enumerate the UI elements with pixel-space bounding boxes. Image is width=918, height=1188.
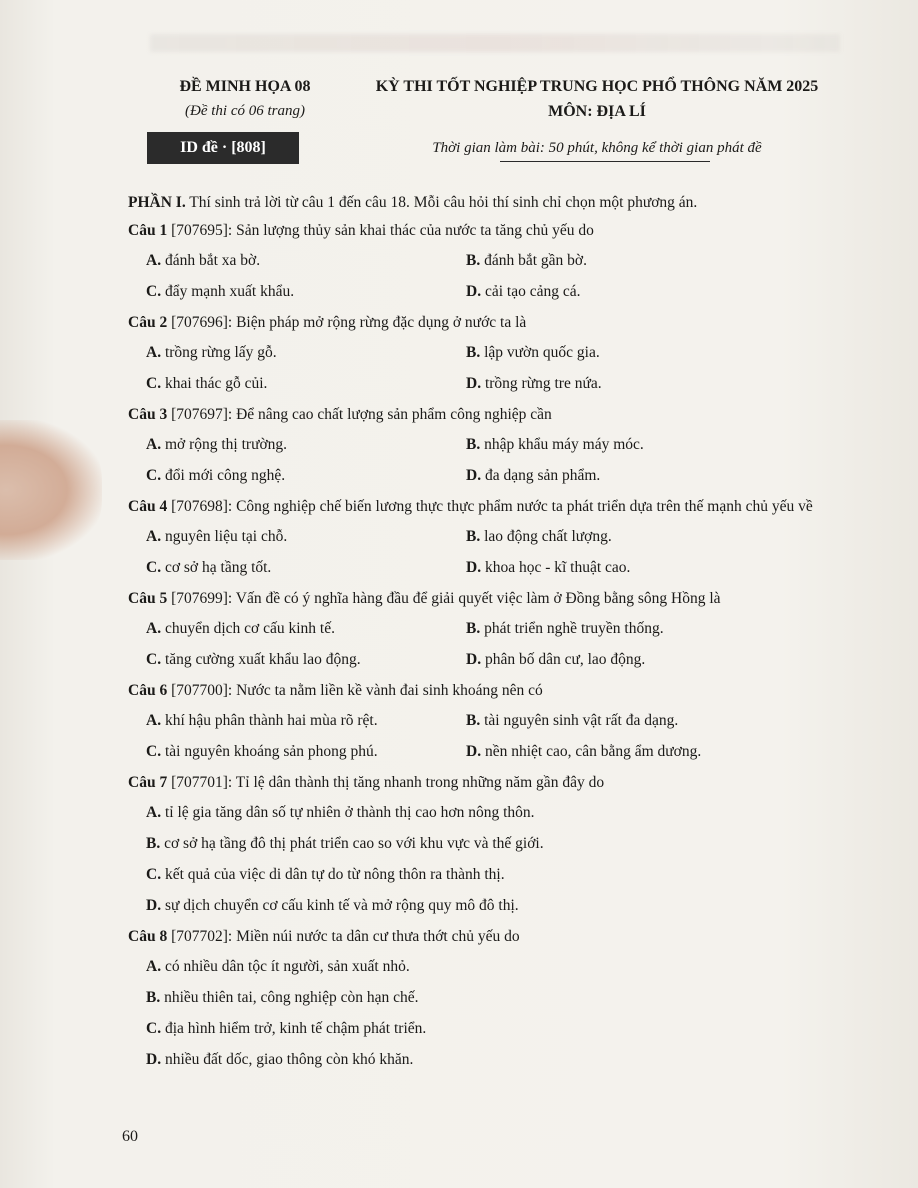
option-key: A. xyxy=(146,252,162,269)
page-number: 60 xyxy=(122,1128,138,1145)
option-key: C. xyxy=(146,283,162,300)
option-text: lao động chất lượng. xyxy=(480,528,612,545)
option-d xyxy=(466,558,826,578)
question-label: Câu 4 xyxy=(128,498,168,515)
option-a xyxy=(146,957,838,977)
option-key: B. xyxy=(466,620,481,637)
option-c xyxy=(146,742,466,762)
option-text: địa hình hiểm trở, kinh tế chậm phát triển. xyxy=(161,1020,427,1037)
question-text: [707699]: Vấn đề có ý nghĩa hàng đầu để giải quyết việc làm ở Đồng bằng sông Hồng là xyxy=(167,590,721,607)
option-key: D. xyxy=(466,467,482,484)
option-b xyxy=(466,711,826,731)
question-text: [707700]: Nước ta nằm liền kề vành đai sinh khoáng nên có xyxy=(167,682,543,699)
option-c xyxy=(146,374,466,394)
question-text: [707698]: Công nghiệp chế biến lương thực thực phẩm nước ta phát triển dựa trên thế mạnh chủ yếu về xyxy=(167,498,813,515)
option-key: A. xyxy=(146,804,162,821)
option-text: đẩy mạnh xuất khẩu. xyxy=(161,283,295,300)
option-key: A. xyxy=(146,712,162,729)
options xyxy=(146,435,838,486)
option-key: C. xyxy=(146,559,162,576)
option-text: có nhiều dân tộc ít người, sản xuất nhỏ. xyxy=(161,958,410,975)
option-d xyxy=(146,1050,838,1070)
option-b xyxy=(466,619,826,639)
option-c xyxy=(146,1019,838,1039)
question-label: Câu 2 xyxy=(128,314,168,331)
option-text: cải tạo cảng cá. xyxy=(481,283,581,300)
option-key: D. xyxy=(466,283,482,300)
option-c xyxy=(146,466,466,486)
option-text: đánh bắt xa bờ. xyxy=(161,252,261,269)
option-text: nhập khẩu máy máy móc. xyxy=(480,436,644,453)
options xyxy=(146,527,838,578)
options xyxy=(146,619,838,670)
option-d xyxy=(466,466,826,486)
questions-section xyxy=(118,193,838,1081)
option-key: D. xyxy=(466,651,482,668)
option-key: D. xyxy=(466,559,482,576)
option-text: khoa học - kĩ thuật cao. xyxy=(481,559,631,576)
question-text: [707701]: Tỉ lệ dân thành thị tăng nhanh trong những năm gần đây do xyxy=(167,774,605,791)
question-stem xyxy=(128,773,838,793)
question-2 xyxy=(118,313,838,394)
option-b xyxy=(466,343,826,363)
part-instructions: Thí sinh trả lời từ câu 1 đến câu 18. Mỗi câu hỏi thí sinh chỉ chọn một phương án. xyxy=(185,194,698,211)
option-key: B. xyxy=(146,835,161,852)
question-stem xyxy=(128,681,838,701)
question-stem xyxy=(128,221,838,241)
option-key: B. xyxy=(146,989,161,1006)
options xyxy=(146,957,838,1070)
option-a xyxy=(146,803,838,823)
option-text: kết quả của việc di dân tự do từ nông thôn ra thành thị. xyxy=(161,866,505,883)
question-3 xyxy=(118,405,838,486)
option-text: cơ sở hạ tầng đô thị phát triển cao so với khu vực và thế giới. xyxy=(160,835,544,852)
option-d xyxy=(146,896,838,916)
option-a xyxy=(146,527,466,547)
option-key: A. xyxy=(146,436,162,453)
question-stem xyxy=(128,497,838,517)
option-text: khai thác gỗ củi. xyxy=(161,375,268,392)
option-key: D. xyxy=(466,743,482,760)
option-key: D. xyxy=(146,1051,162,1068)
option-key: C. xyxy=(146,1020,162,1037)
option-key: A. xyxy=(146,620,162,637)
exam-title: KỲ THI TỐT NGHIỆP TRUNG HỌC PHỔ THÔNG NĂM 2025 xyxy=(375,78,819,95)
option-text: cơ sở hạ tầng tốt. xyxy=(161,559,272,576)
bleed-through-shadow xyxy=(150,34,840,52)
option-key: C. xyxy=(146,375,162,392)
option-text: trồng rừng lấy gỗ. xyxy=(161,344,277,361)
option-key: B. xyxy=(466,344,481,361)
option-text: sự dịch chuyển cơ cấu kinh tế và mở rộng quy mô đô thị. xyxy=(161,897,519,914)
option-b xyxy=(466,251,826,271)
option-c xyxy=(146,865,838,885)
option-d xyxy=(466,374,826,394)
options xyxy=(146,343,838,394)
time-note: Thời gian làm bài: 50 phút, không kể thời gian phát đề xyxy=(432,140,762,156)
question-6 xyxy=(118,681,838,762)
subject-title: MÔN: ĐỊA LÍ xyxy=(548,103,646,120)
question-5 xyxy=(118,589,838,670)
option-key: C. xyxy=(146,743,162,760)
option-c xyxy=(146,558,466,578)
options xyxy=(146,803,838,916)
option-text: lập vườn quốc gia. xyxy=(480,344,600,361)
question-stem xyxy=(128,589,838,609)
question-label: Câu 1 xyxy=(128,222,168,239)
option-b xyxy=(146,988,838,1008)
option-text: tăng cường xuất khẩu lao động. xyxy=(161,651,361,668)
option-text: phát triển nghề truyền thống. xyxy=(480,620,664,637)
option-text: chuyển dịch cơ cấu kinh tế. xyxy=(161,620,335,637)
part-label: PHẦN I. xyxy=(128,194,186,211)
option-key: B. xyxy=(466,436,481,453)
option-b xyxy=(466,527,826,547)
option-key: B. xyxy=(466,528,481,545)
question-1 xyxy=(118,221,838,302)
option-b xyxy=(146,834,838,854)
option-key: C. xyxy=(146,651,162,668)
exam-code: ĐỀ MINH HỌA 08 xyxy=(179,78,311,95)
options xyxy=(146,251,838,302)
thumb-shadow xyxy=(0,420,102,560)
option-a xyxy=(146,343,466,363)
option-text: đa dạng sản phẩm. xyxy=(481,467,601,484)
exam-id-badge: ID đề · [808] xyxy=(147,132,299,164)
option-c xyxy=(146,282,466,302)
question-4 xyxy=(118,497,838,578)
question-label: Câu 7 xyxy=(128,774,168,791)
option-text: nền nhiệt cao, cân bằng ẩm dương. xyxy=(481,743,702,760)
option-text: trồng rừng tre nứa. xyxy=(481,375,602,392)
option-d xyxy=(466,650,826,670)
option-text: khí hậu phân thành hai mùa rõ rệt. xyxy=(161,712,378,729)
option-b xyxy=(466,435,826,455)
pages-note: (Đề thi có 06 trang) xyxy=(185,103,305,119)
option-d xyxy=(466,742,826,762)
option-a xyxy=(146,251,466,271)
option-key: C. xyxy=(146,467,162,484)
question-text: [707702]: Miền núi nước ta dân cư thưa thớt chủ yếu do xyxy=(167,928,520,945)
header-rule xyxy=(500,161,710,162)
option-a xyxy=(146,435,466,455)
question-label: Câu 5 xyxy=(128,590,168,607)
option-key: D. xyxy=(466,375,482,392)
option-text: nguyên liệu tại chỗ. xyxy=(161,528,288,545)
option-text: nhiều đất dốc, giao thông còn khó khăn. xyxy=(161,1051,414,1068)
option-text: mở rộng thị trường. xyxy=(161,436,288,453)
options xyxy=(146,711,838,762)
question-7 xyxy=(118,773,838,916)
question-8 xyxy=(118,927,838,1070)
option-text: tài nguyên sinh vật rất đa dạng. xyxy=(480,712,679,729)
question-text: [707696]: Biện pháp mở rộng rừng đặc dụng ở nước ta là xyxy=(167,314,527,331)
option-key: D. xyxy=(146,897,162,914)
question-text: [707697]: Để nâng cao chất lượng sản phẩm công nghiệp cần xyxy=(167,406,552,423)
question-label: Câu 6 xyxy=(128,682,168,699)
part-heading xyxy=(128,193,838,213)
option-key: A. xyxy=(146,528,162,545)
question-label: Câu 3 xyxy=(128,406,168,423)
question-label: Câu 8 xyxy=(128,928,168,945)
option-text: đánh bắt gần bờ. xyxy=(480,252,587,269)
option-text: tỉ lệ gia tăng dân số tự nhiên ở thành thị cao hơn nông thôn. xyxy=(161,804,535,821)
option-d xyxy=(466,282,826,302)
option-key: A. xyxy=(146,344,162,361)
option-key: B. xyxy=(466,712,481,729)
option-key: A. xyxy=(146,958,162,975)
option-text: đổi mới công nghệ. xyxy=(161,467,286,484)
option-c xyxy=(146,650,466,670)
option-a xyxy=(146,619,466,639)
question-stem xyxy=(128,313,838,333)
question-text: [707695]: Sản lượng thủy sản khai thác của nước ta tăng chủ yếu do xyxy=(167,222,594,239)
option-a xyxy=(146,711,466,731)
option-key: C. xyxy=(146,866,162,883)
option-text: nhiều thiên tai, công nghiệp còn hạn chế. xyxy=(160,989,419,1006)
option-text: phân bố dân cư, lao động. xyxy=(481,651,646,668)
question-stem xyxy=(128,405,838,425)
option-key: B. xyxy=(466,252,481,269)
option-text: tài nguyên khoáng sản phong phú. xyxy=(161,743,378,760)
question-stem xyxy=(128,927,838,947)
